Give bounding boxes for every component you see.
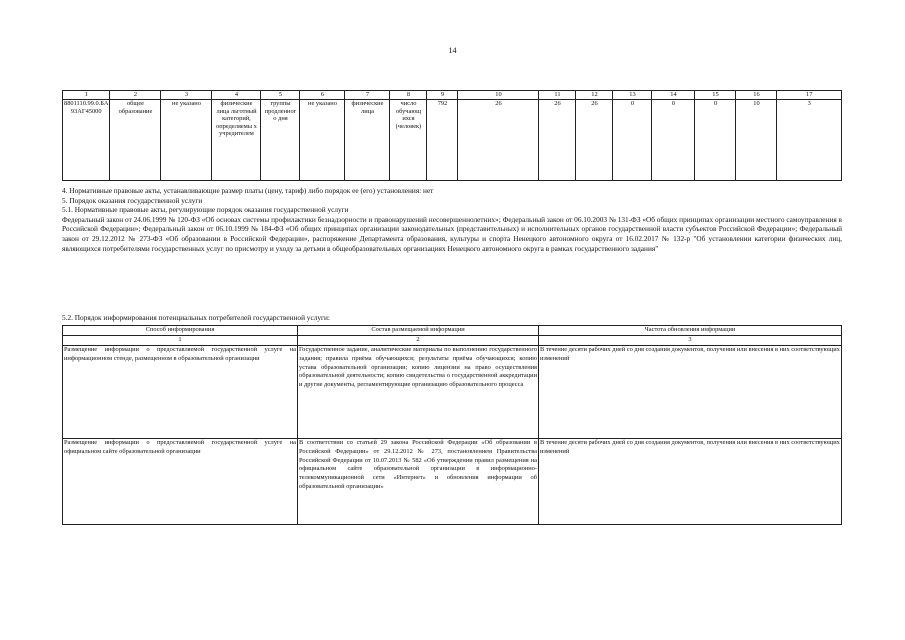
col-number: 3 bbox=[539, 336, 842, 346]
table-cell: 26 bbox=[576, 100, 613, 181]
table-cell: Государственное задание, аналитические материалы по выполнению государственного задания; правила приёма обучающихся; результаты приёма обучающихся; копию устава образовательной организации; копию лицензии на право осуществления образовательной деятельности; копию свидетельства о государственной аккредитации и другие документы, регламентирующие организацию образовательного процесса bbox=[298, 346, 539, 439]
col-number: 13 bbox=[613, 91, 652, 100]
table-cell: В течение десяти рабочих дней со дня создания документов, получения или внесения в них соответствующих изменений bbox=[539, 439, 842, 525]
column-number-row bbox=[63, 91, 842, 100]
column-header: Состав размещаемой информации bbox=[298, 326, 539, 336]
table-cell: общее образование bbox=[110, 100, 161, 181]
table-cell: 0 bbox=[652, 100, 695, 181]
header-row bbox=[63, 326, 842, 336]
table-cell: 3 bbox=[777, 100, 842, 181]
col-number: 3 bbox=[161, 91, 212, 100]
table-cell: 0 bbox=[695, 100, 736, 181]
table-cell: число обучающ ихся (человек) bbox=[390, 100, 427, 181]
col-number: 14 bbox=[652, 91, 695, 100]
column-header: Частота обновления информации bbox=[539, 326, 842, 336]
column-number-row bbox=[63, 336, 842, 346]
col-number: 5 bbox=[261, 91, 300, 100]
regulatory-acts-heading: 5.1. Нормативные правовые акты, регулирующие порядок оказания государственной услуги bbox=[62, 205, 349, 215]
table-cell: 26 bbox=[458, 100, 539, 181]
col-number: 9 bbox=[427, 91, 458, 100]
table-cell: 0 bbox=[613, 100, 652, 181]
col-number: 6 bbox=[300, 91, 345, 100]
payment-acts-paragraph: 4. Нормативные правовые акты, устанавливающие размер платы (цену, тариф) либо порядок ее (его) установления: нет bbox=[62, 186, 434, 195]
page-number: 14 bbox=[448, 46, 457, 55]
col-number: 1 bbox=[63, 336, 298, 346]
col-number: 15 bbox=[695, 91, 736, 100]
col-number: 4 bbox=[212, 91, 261, 100]
table-cell: В соответствии со статьей 29 закона Российской Федерации «Об образовании в Российской Федерации» от 29.12.2012 № 273, постановлением Правительства Российской Федерации от 10.07.2013 № 582 «Об утверждении правил размещения на официальном сайте образовательной организации в информационно-телекоммуникационной сети «Интернет» и обновления информации об образовательной организации» bbox=[298, 439, 539, 525]
table-cell: 26 bbox=[539, 100, 576, 181]
registry-number-cell: 8801110.99.0.БА 93АГ45000 bbox=[63, 100, 110, 181]
table-cell: 10 bbox=[736, 100, 777, 181]
col-number: 8 bbox=[390, 91, 427, 100]
col-number: 2 bbox=[110, 91, 161, 100]
table-cell: не указано bbox=[161, 100, 212, 181]
table-cell: Размещение информации о предоставляемой государственной услуге на информационном стенде, размещенном в образовательной организации bbox=[63, 346, 298, 439]
legal-acts-section bbox=[62, 186, 842, 253]
col-number: 7 bbox=[345, 91, 390, 100]
table-cell: Размещение информации о предоставляемой государственной услуге на официальном сайте образовательной организации bbox=[63, 439, 298, 525]
table-cell: физические лица bbox=[345, 100, 390, 181]
col-number: 2 bbox=[298, 336, 539, 346]
regulatory-acts-text: Федеральный закон от 24.06.1999 № 120-ФЗ «Об основах системы профилактики безнадзорности и правонарушений несовершеннолетних»; Федеральный закон от 06.10.2003 № 131-ФЗ «Об общих принципах организации местного самоуправления в Российской Федерации»; Федеральный закон от 06.10.1999 № 184-ФЗ «Об общих принципах организации законодательных (представительных) и исполнительных органов государственной власти субъектов Российской Федерации»; Федеральный закон от 29.12.2012 № 273-ФЗ «Об образовании в Российской Федерации», распоряжение Департамента образования, культуры и спорта Ненецкого автономного округа от 16.02.2017 № 132-р "Об установлении категории физических лиц, являющихся потребителями государственных услуг по присмотру и уходу за детьми в общеобразовательных организациях Ненецкого автономного округа в рамках государственного задания" bbox=[62, 214, 842, 253]
table-row bbox=[63, 439, 842, 525]
table-cell: физические лица льготный категорий, определяемы х учредителем bbox=[212, 100, 261, 181]
column-header: Способ информирования bbox=[63, 326, 298, 336]
table-cell: не указано bbox=[300, 100, 345, 181]
col-number: 17 bbox=[777, 91, 842, 100]
service-order-heading: 5. Порядок оказания государственной услуги bbox=[62, 195, 203, 205]
table-row bbox=[63, 100, 842, 181]
col-number: 1 bbox=[63, 91, 110, 100]
information-table bbox=[62, 325, 842, 525]
service-volume-table bbox=[62, 90, 842, 181]
table-cell: В течение десяти рабочих дней со дня создания документов, получения или внесения в них соответствующих изменений bbox=[539, 346, 842, 439]
col-number: 10 bbox=[458, 91, 539, 100]
table-row bbox=[63, 346, 842, 439]
table-cell: 792 bbox=[427, 100, 458, 181]
col-number: 11 bbox=[539, 91, 576, 100]
info-procedure-heading: 5.2. Порядок информирования потенциальных потребителей государственной услуги: bbox=[62, 313, 330, 322]
col-number: 16 bbox=[736, 91, 777, 100]
col-number: 12 bbox=[576, 91, 613, 100]
table-cell: группы продленног о дня bbox=[261, 100, 300, 181]
